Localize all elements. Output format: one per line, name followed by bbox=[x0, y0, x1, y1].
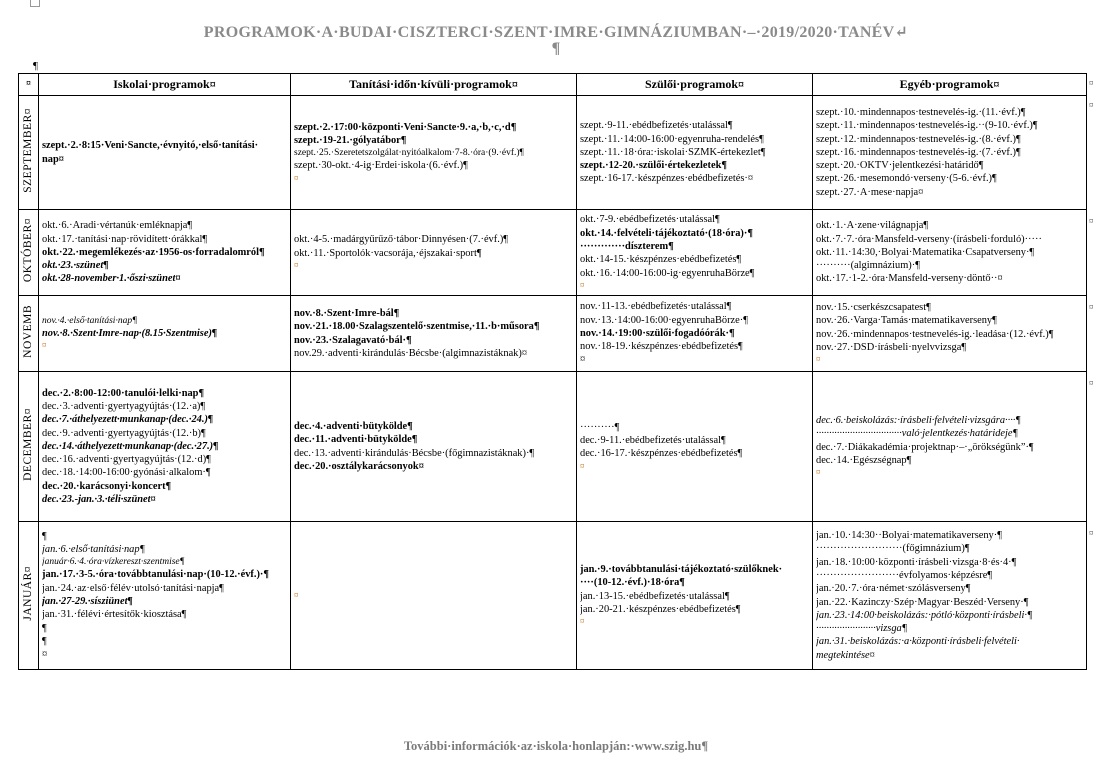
program-entry: jan.·31.·félévi·értesítők·kiosztása¶ bbox=[42, 609, 187, 621]
program-entry: nov.·8.·Szent·Imre-bál¶ bbox=[294, 307, 400, 319]
program-entry: jan.·18.·10:00·központi·írásbeli·vizsga·8·és·4·¶ bbox=[816, 556, 1017, 568]
program-entry: jan.·17.·3-5.·óra·továbbtanulási·nap·(10-12.·évf.)·¶ bbox=[42, 569, 270, 581]
program-entry: megtekintése¤ bbox=[816, 649, 875, 661]
program-entry: okt.·17.·tanítási·nap·rövidített·órákkal¶ bbox=[42, 233, 208, 245]
program-entry: okt.·6.·Aradi·vértanúk·emléknapja¶ bbox=[42, 220, 193, 232]
other-programs-cell bbox=[813, 372, 1087, 522]
month-row bbox=[19, 372, 1087, 522]
program-entry: nap¤ bbox=[42, 153, 64, 165]
program-entry: nov.·26.·mindennapos·testnevelés-ig.·leadása·(12.·évf.)¶ bbox=[816, 328, 1054, 340]
program-entry: szept.·16.·mindennapos·testnevelés-ig.·(7.·évf.)¶ bbox=[816, 146, 1021, 158]
program-entry: dec.·4.·adventi·bütykölde¶ bbox=[294, 420, 413, 432]
month-cell bbox=[19, 96, 39, 210]
month-label: JANUÁR¤ bbox=[22, 566, 35, 621]
parent-programs-cell bbox=[577, 372, 813, 522]
header-other-programs bbox=[813, 74, 1087, 96]
program-entry: ¶ bbox=[42, 530, 47, 542]
program-entry: ¤ bbox=[580, 280, 585, 291]
program-entry: okt.·17.·1-2.·óra·Mansfeld-verseny·döntő··¤ bbox=[816, 273, 1003, 285]
parent-programs-cell bbox=[577, 522, 813, 670]
row-end-mark: ¤ bbox=[1089, 378, 1094, 388]
program-entry: ¤ bbox=[42, 649, 48, 661]
program-entry: nov.·11-13.·ebédbefizetés·utalással¶ bbox=[580, 301, 732, 313]
program-entry: jan.·13-15.·ebédbefizetés·utalással¶ bbox=[580, 590, 730, 602]
program-entry: nov.29.·adventi·kirándulás·Bécsbe·(algimnazistáknak)¤ bbox=[294, 347, 528, 359]
program-entry: dec.·14.·áthelyezett·munkanap·(dec.·27.)¶ bbox=[42, 440, 219, 452]
program-entry: ¤ bbox=[42, 340, 47, 351]
other-programs-cell bbox=[813, 522, 1087, 670]
program-entry: okt.·11.·14:30,·Bolyai·Matematika·Csapatverseny·¶ bbox=[816, 246, 1035, 258]
program-entry: jan.·20-21.·készpénzes·ebédbefizetés¶ bbox=[580, 604, 741, 616]
month-row bbox=[19, 210, 1087, 296]
program-entry: szept.·11.·mindennapos·testnevelés-ig.··(9-10.·évf.)¶ bbox=[816, 120, 1038, 132]
program-entry: szept.·20.·OKTV·jelentkezési·határidő¶ bbox=[816, 160, 984, 172]
page-corner-mark bbox=[30, 0, 40, 7]
program-entry: okt.·14.·felvételi·tájékoztató·(18·óra)·¶ bbox=[580, 227, 753, 239]
school-programs-cell bbox=[39, 372, 291, 522]
program-entry: szept.·12.·mindennapos·testnevelés-ig.·(8.·évf.)¶ bbox=[816, 133, 1021, 145]
program-entry: ¶ bbox=[42, 622, 47, 634]
header-label: Iskolai·programok¤ bbox=[113, 76, 216, 91]
program-entry: ·································való·jelentkezés·határideje¶ bbox=[816, 428, 1018, 440]
program-entry: ¤ bbox=[816, 467, 821, 478]
header-label: Tanítási·időn·kívüli·programok¤ bbox=[349, 76, 518, 91]
program-entry: nov.·15.·cserkészcsapatest¶ bbox=[816, 302, 931, 314]
program-entry: okt.·7.·7.·óra·Mansfeld-verseny·(írásbeli·forduló)····· bbox=[816, 233, 1042, 245]
program-entry: szept.·19-21.·gólyatábor¶ bbox=[294, 135, 407, 146]
program-entry: jan.·10.·14:30··Bolyai·matematikaverseny·¶ bbox=[816, 529, 1002, 541]
program-entry: dec.·7.·Diákakadémia·projektnap·–·„örökségünk”·¶ bbox=[816, 441, 1034, 453]
page-title: PROGRAMOK·A·BUDAI·CISZTERCI·SZENT·IMRE·GIMNÁZIUMBAN·–·2019/2020·TANÉV↵ bbox=[203, 24, 909, 41]
program-entry: ¤ bbox=[294, 172, 299, 183]
program-entry: okt.·4-5.·madárgyűrűző·tábor·Dinnyésen·(7.·évf.)¶ bbox=[294, 234, 508, 246]
program-entry: szept.·11.·18·óra:·iskolai·SZMK-értekezlet¶ bbox=[580, 146, 766, 158]
program-entry: ¤ bbox=[294, 260, 299, 271]
program-entry: szept.·25.·Szeretetszolgálat·nyitóalkalom·7-8.·óra·(9.·évf.)¶ bbox=[294, 148, 524, 159]
program-entry: jan.·23.·14:00·beiskolázás:·pótló·központi·írásbeli·¶ bbox=[816, 609, 1033, 621]
school-programs-cell bbox=[39, 210, 291, 296]
program-entry: dec.·3.·adventi·gyertyagyújtás·(12.·a)¶ bbox=[42, 400, 206, 412]
extracurricular-cell bbox=[291, 210, 577, 296]
program-entry: ·······················vizsga¶ bbox=[816, 623, 908, 635]
program-entry: okt.·28-november·1.·őszi·szünet¤ bbox=[42, 273, 181, 285]
header-school-programs bbox=[39, 74, 291, 96]
program-entry: szept.·26.·mesemondó·verseny·(5-6.·évf.)¶ bbox=[816, 173, 997, 185]
program-entry: jan.·6.·első·tanítási·nap¶ bbox=[42, 543, 145, 555]
program-table bbox=[18, 73, 1087, 670]
paragraph-mark: ¶ bbox=[33, 60, 38, 72]
program-entry: szept.·30-okt.·4-ig·Erdei·iskola·(6.·évf.)¶ bbox=[294, 160, 468, 172]
program-entry: nov.·8.·Szent·Imre-nap·(8.15·Szentmise)¶ bbox=[42, 328, 218, 340]
month-row bbox=[19, 296, 1087, 372]
program-entry: dec.·9.·adventi·gyertyagyújtás·(12.·b)¶ bbox=[42, 427, 206, 439]
program-entry: szept.·10.·mindennapos·testnevelés-ig.·(11.·évf.)¶ bbox=[816, 106, 1026, 118]
program-entry: okt.·7-9.·ebédbefizetés·utalással¶ bbox=[580, 214, 720, 226]
header-extracurricular-programs bbox=[291, 74, 577, 96]
program-entry: okt.·16.·14:00-16:00-ig·egyenruhaBörze¶ bbox=[580, 267, 755, 279]
program-entry: dec.·23.-jan.·3.·téli·szünet¤ bbox=[42, 494, 156, 506]
program-entry: dec.·6.·beiskolázás:·írásbeli·felvételi·vizsgára····¶ bbox=[816, 415, 1021, 427]
other-programs-cell bbox=[813, 296, 1087, 372]
month-row bbox=[19, 96, 1087, 210]
row-end-mark: ¤ bbox=[1089, 528, 1094, 538]
parent-programs-cell bbox=[577, 210, 813, 296]
extracurricular-cell bbox=[291, 372, 577, 522]
other-programs-cell bbox=[813, 96, 1087, 210]
program-entry: dec.·20.·karácsonyi·koncert¶ bbox=[42, 480, 172, 492]
month-label: OKTÓBER¤ bbox=[22, 218, 35, 283]
program-entry: dec.·13.·adventi·kirándulás·Bécsbe·(főgimnazistáknak)·¶ bbox=[294, 447, 535, 459]
program-entry: dec.·9-11.·ebédbefizetés·utalással¶ bbox=[580, 435, 726, 447]
program-entry: jan.·24.·az·első·félév·utolsó·tanítási·napja¶ bbox=[42, 582, 224, 594]
corner-cell bbox=[19, 74, 39, 96]
extracurricular-cell bbox=[291, 296, 577, 372]
program-entry: ·························(főgimnázium)¶ bbox=[816, 543, 970, 555]
program-entry: ¤ bbox=[580, 460, 585, 471]
program-entry: szept.·2.·17:00·központi·Veni·Sancte·9.·a,·b,·c,·d¶ bbox=[294, 121, 517, 133]
program-entry: szept.·9-11.·ebédbefizetés·utalással¶ bbox=[580, 120, 733, 132]
program-entry: nov.·26.·Varga·Tamás·matematikaverseny¶ bbox=[816, 315, 997, 327]
parent-programs-cell bbox=[577, 296, 813, 372]
program-entry: nov.·4.·első·tanítási·nap¶ bbox=[42, 316, 138, 326]
program-entry: jan.·31.·beiskolázás:·a·központi·írásbeli·felvételi· bbox=[816, 636, 1020, 648]
parent-programs-cell bbox=[577, 96, 813, 210]
program-entry: ¤ bbox=[816, 354, 821, 365]
footer-info: További·információk·az·iskola·honlapján:·www.szig.hu¶ bbox=[403, 739, 709, 753]
row-end-mark: ¤ bbox=[1089, 100, 1094, 110]
month-row bbox=[19, 522, 1087, 670]
program-entry: jan.·27-29.·sísziünet¶ bbox=[42, 595, 133, 607]
program-entry: okt.·23.·szünet¶ bbox=[42, 260, 109, 272]
program-entry: ¤ bbox=[294, 589, 299, 600]
program-entry: nov.·18-19.·készpénzes·ebédbefizetés¶ bbox=[580, 341, 743, 353]
program-entry: okt.·22.·megemlékezés·az·1956-os·forradalomról¶ bbox=[42, 246, 265, 258]
program-entry: ··········(algimnázium)·¶ bbox=[816, 260, 920, 272]
program-entry: ·············díszterem¶ bbox=[580, 241, 674, 253]
extracurricular-cell bbox=[291, 522, 577, 670]
program-entry: nov.·27.·DSD·írásbeli·nyelvvizsga¶ bbox=[816, 342, 967, 354]
extracurricular-cell bbox=[291, 96, 577, 210]
program-entry: dec.·7.·áthelyezett·munkanap·(dec.·24.)¶ bbox=[42, 414, 214, 426]
program-entry: okt.·1.·A·zene·világnapja¶ bbox=[816, 220, 929, 232]
program-entry: ····(10-12.·évf.)·18·óra¶ bbox=[580, 577, 685, 589]
program-entry: dec.·11.·adventi·bütykölde¶ bbox=[294, 434, 418, 446]
row-end-mark: ¤ bbox=[1089, 216, 1094, 226]
program-entry: dec.·16.·adventi·gyertyagyújtás·(12.·d)¶ bbox=[42, 454, 211, 466]
program-entry: szept.·11.·14:00-16:00·egyenruha-rendelés¶ bbox=[580, 133, 764, 145]
program-entry: nov.·23.·Szalagavató·bál·¶ bbox=[294, 334, 412, 346]
program-entry: január·6.·4.·óra·vízkereszt·szentmise¶ bbox=[42, 557, 185, 568]
month-label: DECEMBER¤ bbox=[22, 407, 35, 481]
program-entry: okt.·14-15.·készpénzes·ebédbefizetés¶ bbox=[580, 254, 742, 266]
row-end-mark: ¤ bbox=[1089, 78, 1094, 88]
header-parent-programs bbox=[577, 74, 813, 96]
header-label: Szülői·programok¤ bbox=[644, 76, 745, 91]
program-entry: jan.·9.·továbbtanulási·tájékoztató·szülőknek· bbox=[580, 564, 783, 576]
program-entry: jan.·22.·Kazinczy·Szép·Magyar·Beszéd·Verseny·¶ bbox=[816, 596, 1029, 608]
program-entry: dec.·14.·Egészségnap¶ bbox=[816, 455, 912, 467]
program-entry: jan.·20.·7.·óra·német·szólásverseny¶ bbox=[816, 583, 971, 595]
header-row bbox=[19, 74, 1087, 96]
program-entry: dec.·2.·8:00-12:00·tanulói·lelki·nap¶ bbox=[42, 387, 205, 399]
program-entry: dec.·20.·osztálykarácsonyok¤ bbox=[294, 460, 424, 472]
header-label: Egyéb·programok¤ bbox=[899, 76, 1000, 91]
row-end-mark: ¤ bbox=[1089, 302, 1094, 312]
program-entry: dec.·16-17.·készpénzes·ebédbefizetés¶ bbox=[580, 448, 743, 460]
title-pilcrow: ¶ bbox=[551, 40, 561, 57]
other-programs-cell bbox=[813, 210, 1087, 296]
program-entry: szept.·12-20.·szülői·értekezletek¶ bbox=[580, 160, 728, 172]
school-programs-cell bbox=[39, 96, 291, 210]
program-entry: nov.·21.·18.00·Szalagszentelő·szentmise,·11.·b·műsora¶ bbox=[294, 321, 540, 333]
program-entry: szept.·16-17.·készpénzes·ebédbefizetés·¤ bbox=[580, 173, 754, 185]
program-entry: ························évfolyamos·képzésre¶ bbox=[816, 569, 993, 581]
month-label: NOVEMB bbox=[22, 304, 35, 358]
month-label: SZEPTEMBER¤ bbox=[22, 107, 35, 193]
month-cell bbox=[19, 296, 39, 372]
school-programs-cell bbox=[39, 296, 291, 372]
program-entry: ¤ bbox=[580, 616, 585, 627]
program-entry: szept.·27.·A·mese·napja¤ bbox=[816, 186, 924, 198]
program-entry: okt.·11.·Sportolók·vacsorája,·éjszakai·sport¶ bbox=[294, 247, 482, 259]
program-entry: dec.·18.·14:00-16:00·gyónási·alkalom·¶ bbox=[42, 467, 211, 479]
month-cell bbox=[19, 210, 39, 296]
program-entry: nov.·13.·14:00-16:00·egyenruhaBörze·¶ bbox=[580, 314, 748, 326]
month-cell bbox=[19, 372, 39, 522]
program-entry: nov.·14.·19:00·szülői·fogadóórák·¶ bbox=[580, 327, 735, 339]
school-programs-cell bbox=[39, 522, 291, 670]
program-entry: szept.·2.·8:15·Veni·Sancte,·évnyitó,·első·tanítási· bbox=[42, 140, 259, 152]
month-cell bbox=[19, 522, 39, 670]
corner-mark: ¤ bbox=[26, 79, 31, 90]
program-entry: ¤ bbox=[580, 354, 586, 366]
program-entry: ¶ bbox=[42, 635, 47, 647]
program-entry: ··········¶ bbox=[580, 421, 620, 433]
